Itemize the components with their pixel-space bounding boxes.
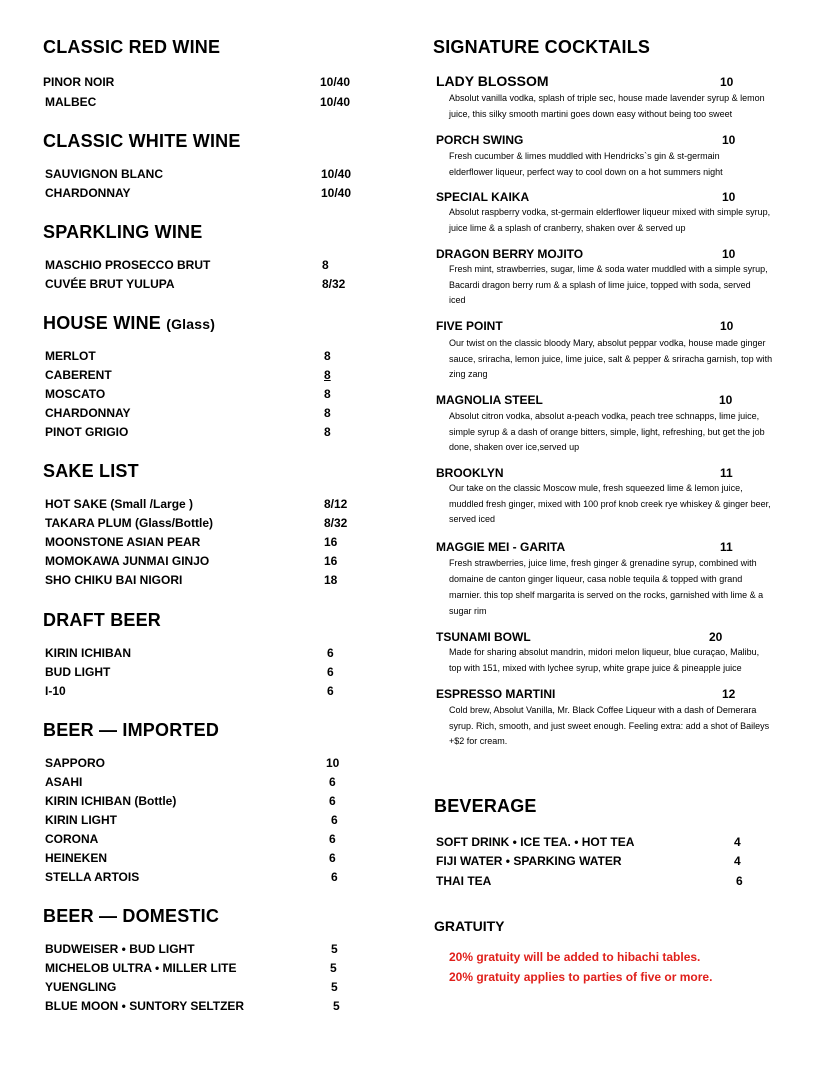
menu-item-price: 8/32 bbox=[324, 516, 348, 530]
menu-item-name: HOT SAKE (Small /Large ) bbox=[45, 497, 194, 511]
cocktail-price: 10 bbox=[722, 247, 736, 261]
menu-item-name: SOFT DRINK • ICE TEA. • HOT TEA bbox=[436, 835, 635, 849]
menu-item-name: SAUVIGNON BLANC bbox=[45, 167, 164, 181]
cocktail-description: Absolut raspberry vodka, st-germain elderflower liqueur mixed with simple syrup, juice lime & a splash of cranberry, shaken over & served up bbox=[449, 207, 771, 233]
gratuity-note: 20% gratuity applies to parties of five or more. bbox=[449, 970, 713, 984]
cocktail-name: MAGGIE MEI - GARITA bbox=[436, 540, 566, 554]
menu-item-name: TAKARA PLUM (Glass/Bottle) bbox=[45, 516, 213, 530]
menu-item-price: 6 bbox=[327, 665, 334, 679]
menu-item-name: CABERENT bbox=[45, 368, 112, 382]
menu-item-price: 8 bbox=[324, 406, 331, 420]
menu-item-price: 6 bbox=[329, 851, 336, 865]
menu-item-name: MERLOT bbox=[45, 349, 96, 363]
menu-item-name: SAPPORO bbox=[45, 756, 106, 770]
cocktail-price: 10 bbox=[722, 190, 736, 204]
menu-item-name: CHARDONNAY bbox=[45, 186, 131, 200]
menu-item-name: PINOT GRIGIO bbox=[45, 425, 129, 439]
menu-item-price: 16 bbox=[324, 535, 338, 549]
menu-item-name: BLUE MOON • SUNTORY SELTZER bbox=[45, 999, 245, 1013]
menu-item-price: 10/40 bbox=[321, 186, 352, 200]
menu-item-name: MOMOKAWA JUNMAI GINJO bbox=[45, 554, 210, 568]
cocktail-description: Made for sharing absolut mandrin, midori melon liqueur, blue curaçao, Malibu, top with 151, mixed with lychee syrup, white grape juice & pineapple juice bbox=[449, 647, 760, 673]
menu-item-name: MOSCATO bbox=[45, 387, 106, 401]
cocktail-description: Our take on the classic Moscow mule, fresh squeezed lime & lemon juice, muddled fresh ginger, mixed with 100 prof knob creek rye whiskey & ginger beer, served iced bbox=[449, 483, 771, 524]
menu-item-name: MALBEC bbox=[45, 95, 97, 109]
cocktail-name: PORCH SWING bbox=[436, 133, 524, 147]
menu-item-price: 10 bbox=[326, 756, 340, 770]
cocktail-name: BROOKLYN bbox=[436, 466, 504, 480]
menu-item-price: 16 bbox=[324, 554, 338, 568]
section-heading-house-wine bbox=[43, 313, 215, 334]
menu-item-price: 5 bbox=[331, 942, 338, 956]
menu-item-name: PINOR NOIR bbox=[43, 75, 115, 89]
menu-item-name: KIRIN LIGHT bbox=[45, 813, 117, 827]
cocktail-price: 12 bbox=[722, 687, 736, 701]
menu-item-price: 4 bbox=[734, 854, 741, 868]
section-heading-sake-list: SAKE LIST bbox=[43, 461, 139, 481]
menu-item-price: 10/40 bbox=[320, 75, 351, 89]
cocktail-price: 11 bbox=[720, 466, 733, 480]
gratuity-note: 20% gratuity will be added to hibachi tables. bbox=[449, 950, 701, 964]
menu-item-name: BUDWEISER • BUD LIGHT bbox=[45, 942, 195, 956]
menu-item-name: MOONSTONE ASIAN PEAR bbox=[45, 535, 201, 549]
menu-item-price: 6 bbox=[329, 775, 336, 789]
cocktail-price: 10 bbox=[719, 393, 733, 407]
menu-item-price: 5 bbox=[331, 980, 338, 994]
section-heading-text: HOUSE WINE bbox=[43, 313, 162, 333]
menu-item-price: 8/32 bbox=[322, 277, 346, 291]
menu-item-price: 6 bbox=[331, 870, 338, 884]
menu-item-price: 8/12 bbox=[324, 497, 348, 511]
menu-item-name: MASCHIO PROSECCO BRUT bbox=[45, 258, 211, 272]
cocktail-description: Absolut citron vodka, absolut a-peach vodka, peach tree schnapps, lime juice, simple syrup & a dash of orange bitters, simple, light, refreshing, but get the job done, shaken over ice,served up bbox=[449, 411, 765, 452]
cocktail-description: Absolut vanilla vodka, splash of triple sec, house made lavender syrup & lemon juice, this silky smooth martini goes down easy without being too sweet bbox=[449, 93, 765, 119]
menu-item-name: BUD LIGHT bbox=[45, 665, 111, 679]
menu-item-price: 6 bbox=[736, 874, 743, 888]
menu-item-price: 6 bbox=[331, 813, 338, 827]
menu-item-name: HEINEKEN bbox=[45, 851, 108, 865]
cocktail-price: 10 bbox=[722, 133, 736, 147]
menu-item-name: ASAHI bbox=[45, 775, 83, 789]
cocktail-description: Our twist on the classic bloody Mary, absolut peppar vodka, house made ginger sauce, sriracha, lemon juice, lime juice, salt & pepper & sriracha garnish, top with zing zang bbox=[449, 338, 773, 379]
section-heading-classic-red-wine: CLASSIC RED WINE bbox=[43, 37, 221, 57]
cocktail-description: Fresh cucumber & limes muddled with Hendricks`s gin & st-germain elderflower liqueur, perfect way to cool down on a hot summers night bbox=[449, 151, 723, 177]
section-heading-suffix: (Glass) bbox=[166, 316, 216, 332]
cocktail-name: ESPRESSO MARTINI bbox=[436, 687, 556, 701]
cocktail-name: TSUNAMI BOWL bbox=[436, 630, 531, 644]
menu-item-price: 18 bbox=[324, 573, 338, 587]
menu-item-price: 8 bbox=[322, 258, 329, 272]
menu-item-price: 6 bbox=[329, 794, 336, 808]
cocktail-price: 10 bbox=[720, 75, 734, 89]
menu-item-price: 10/40 bbox=[321, 167, 352, 181]
cocktail-price: 10 bbox=[720, 319, 734, 333]
menu-item-name: MICHELOB ULTRA • MILLER LITE bbox=[45, 961, 237, 975]
menu-item-price: 4 bbox=[734, 835, 741, 849]
cocktail-name: DRAGON BERRY MOJITO bbox=[436, 247, 584, 261]
menu-item-name: FIJI WATER • SPARKING WATER bbox=[436, 854, 622, 868]
cocktail-description: Fresh strawberries, juice lime, fresh ginger & grenadine syrup, combined with domaine de canton ginger liqueur, casa noble tequila & topped with grand marnier. this top shelf margarita is served on the rocks, garnished with lime & a sugar rim bbox=[449, 558, 764, 616]
section-heading-draft-beer: DRAFT BEER bbox=[43, 610, 161, 630]
section-heading-classic-white-wine: CLASSIC WHITE WINE bbox=[43, 131, 241, 151]
menu-item-price: 8 bbox=[324, 387, 331, 401]
cocktail-description: Fresh mint, strawberries, sugar, lime & soda water muddled with a simple syrup, Bacardi dragon berry rum & a splash of lime juice, topped with soda, served iced bbox=[449, 264, 768, 305]
cocktail-price: 11 bbox=[720, 540, 733, 554]
menu-item-name: CORONA bbox=[45, 832, 99, 846]
menu-item-price: 6 bbox=[327, 646, 334, 660]
menu-item-name: SHO CHIKU BAI NIGORI bbox=[45, 573, 183, 587]
menu-item-price: 6 bbox=[329, 832, 336, 846]
section-heading-gratuity: GRATUITY bbox=[434, 918, 505, 934]
section-heading-signature-cocktails: SIGNATURE COCKTAILS bbox=[433, 37, 651, 57]
cocktail-name: MAGNOLIA STEEL bbox=[436, 393, 543, 407]
section-heading-beverage: BEVERAGE bbox=[434, 796, 537, 816]
cocktail-name: SPECIAL KAIKA bbox=[436, 190, 530, 204]
cocktail-name: FIVE POINT bbox=[436, 319, 503, 333]
menu-item-name: I-10 bbox=[45, 684, 66, 698]
menu-item-price: 8 bbox=[324, 425, 331, 439]
menu-item-price: 10/40 bbox=[320, 95, 351, 109]
section-heading-beer-domestic: BEER — DOMESTIC bbox=[43, 906, 220, 926]
menu-item-name: KIRIN ICHIBAN bbox=[45, 646, 131, 660]
menu-item-price: 5 bbox=[333, 999, 340, 1013]
menu-item-name: YUENGLING bbox=[45, 980, 117, 994]
menu-item-name: CHARDONNAY bbox=[45, 406, 131, 420]
menu-item-name: KIRIN ICHIBAN (Bottle) bbox=[45, 794, 177, 808]
menu-item-name: STELLA ARTOIS bbox=[45, 870, 140, 884]
menu-item-price: 6 bbox=[327, 684, 334, 698]
section-heading-sparkling-wine: SPARKLING WINE bbox=[43, 222, 203, 242]
menu-item-price: 8 bbox=[324, 368, 331, 382]
section-heading-beer-imported: BEER — IMPORTED bbox=[43, 720, 220, 740]
menu-item-price: 5 bbox=[330, 961, 337, 975]
cocktail-price: 20 bbox=[709, 630, 723, 644]
cocktail-description: Cold brew, Absolut Vanilla, Mr. Black Coffee Liqueur with a dash of Demerara syrup. Rich, smooth, and just sweet enough. Feeling extra: add a shot of Baileys +$2 for cream. bbox=[449, 705, 770, 746]
menu-item-price: 8 bbox=[324, 349, 331, 363]
menu-item-name: CUVÉE BRUT YULUPA bbox=[45, 277, 175, 291]
menu-item-name: THAI TEA bbox=[436, 874, 492, 888]
cocktail-name: LADY BLOSSOM bbox=[436, 73, 549, 89]
